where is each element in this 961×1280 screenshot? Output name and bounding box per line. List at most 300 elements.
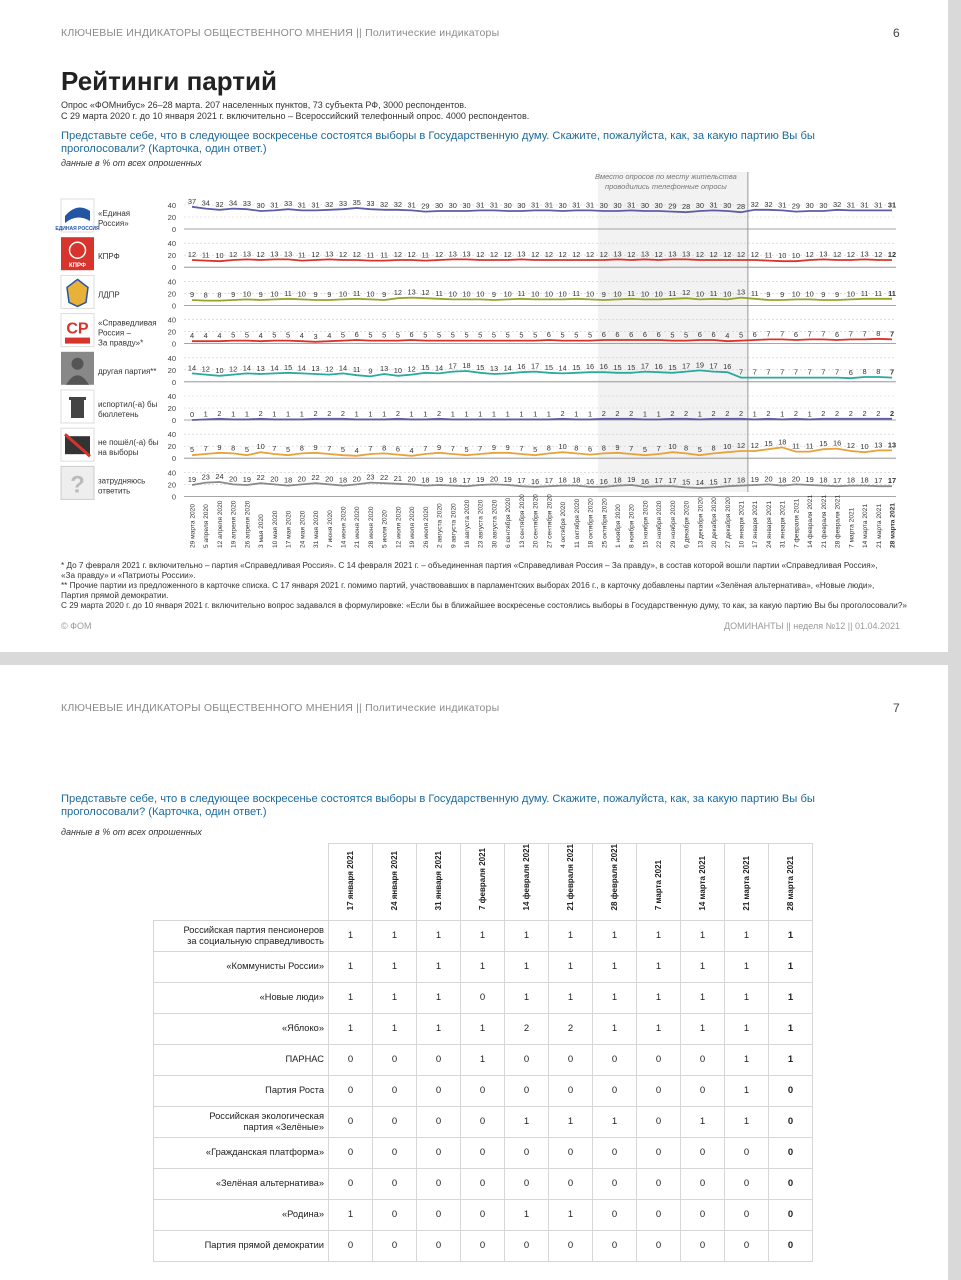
data-label: 21 (393, 473, 402, 483)
data-label: 9 (382, 290, 387, 299)
data-label: 13 (819, 249, 828, 259)
data-label: 9 (313, 442, 318, 452)
data-label: 1 (464, 409, 469, 419)
data-label: 12 (723, 250, 732, 259)
data-label: 33 (283, 199, 293, 209)
table-cell: 0 (637, 1168, 681, 1199)
data-label: 14 (297, 363, 306, 373)
y-tick-label: 20 (167, 480, 176, 490)
logo-text: СР (66, 320, 89, 338)
data-label: 11 (805, 441, 814, 451)
data-label: 5 (286, 330, 291, 340)
table-cell: 1 (725, 982, 769, 1013)
column-header-label: 24 января 2021 (390, 851, 399, 911)
column-header (637, 844, 681, 921)
data-label: 7 (272, 444, 277, 453)
data-label: 17 (531, 361, 540, 371)
table-cell: 1 (549, 920, 593, 951)
data-label: 5 (244, 330, 249, 340)
data-label: 10 (805, 289, 814, 299)
data-label: 7 (423, 444, 428, 453)
x-tick-label: 6 сентября 2020 (505, 497, 513, 548)
data-label: 6 (409, 330, 414, 339)
data-label: 16 (531, 476, 540, 486)
data-label: 13 (242, 249, 252, 259)
data-label: 5 (340, 330, 346, 340)
data-label: 1 (491, 409, 497, 419)
data-label: 16 (723, 362, 732, 372)
data-label: 12 (750, 441, 759, 450)
data-label: 8 (546, 443, 551, 453)
data-label: 10 (695, 289, 704, 299)
x-tick-label: 17 мая 2020 (285, 510, 293, 548)
x-tick-label: 6 декабря 2020 (683, 500, 691, 548)
data-label: 4 (217, 331, 222, 341)
footnote-1: * До 7 февраля 2021 г. включительно – партия «Справедливая Россия». С 14 февраля 2021 г. – объединенная партия «Справедливая Россия – За правду», в состав которой вошли партии «Справедливая Россия», (61, 561, 878, 570)
x-tick-label: 7 июня 2020 (326, 510, 334, 548)
data-label: 8 (299, 443, 304, 453)
table-cell: 1 (549, 1199, 593, 1230)
data-label: 30 (558, 201, 567, 210)
y-tick-label: 0 (171, 454, 176, 464)
legend-item-4 (61, 352, 157, 385)
data-label: 30 (448, 201, 457, 210)
data-label: 4 (327, 331, 332, 341)
data-label: 18 (448, 475, 457, 485)
data-label: 4 (299, 331, 304, 341)
series-row-4 (168, 354, 896, 387)
table-cell: 0 (329, 1137, 373, 1168)
data-label: 10 (860, 442, 869, 452)
legend-label: бюллетень (98, 410, 139, 419)
data-label: 5 (697, 445, 702, 455)
x-tick-label: 11 октября 2020 (573, 498, 581, 548)
data-label: 1 (231, 409, 236, 419)
column-header (417, 844, 461, 921)
data-label: 7 (738, 367, 744, 377)
data-label: 20 (352, 474, 361, 484)
data-label: 33 (242, 199, 252, 209)
x-tick-label: 28 июня 2020 (367, 506, 375, 548)
data-label: 16 (517, 362, 526, 372)
data-label: 13 (860, 249, 869, 259)
legend-item-0 (55, 199, 130, 232)
x-tick-label: 26 апреля 2020 (244, 500, 252, 548)
data-label: 2 (436, 408, 442, 418)
row-label: Российская партия пенсионеров за социальную справедливость (154, 920, 329, 951)
y-tick-label: 0 (171, 225, 176, 234)
data-label: 18 (421, 475, 430, 485)
column-header (549, 844, 593, 921)
data-label: 14 (242, 363, 252, 373)
data-label: 20 (764, 474, 773, 484)
table-cell: 1 (637, 920, 681, 951)
data-label: 5 (491, 330, 497, 340)
data-label: 19 (434, 475, 444, 484)
data-label: 30 (503, 201, 512, 210)
data-label: 20 (407, 474, 416, 484)
table-cell: 0 (417, 1137, 461, 1168)
data-label: 11 (517, 288, 526, 298)
data-label: 12 (407, 364, 416, 374)
table-header-row (154, 844, 813, 921)
source-note-1: Опрос «ФОМнибус» 26–28 марта. 207 населенных пунктов, 73 субъекта РФ, 3000 респондентов. (61, 100, 467, 110)
data-label: 2 (821, 408, 826, 418)
data-label: 11 (435, 288, 443, 298)
data-label: 10 (448, 289, 457, 299)
data-label: 31 (778, 200, 787, 210)
x-tick-label: 15 ноября 2020 (642, 500, 650, 548)
column-header-label: 17 января 2021 (346, 851, 355, 911)
table-cell: 1 (461, 1044, 505, 1075)
table-corner (154, 844, 329, 921)
logo-text: КПРФ (68, 263, 87, 270)
series-row-6 (168, 430, 896, 463)
data-label: 12 (572, 250, 581, 259)
series-row-1 (168, 239, 896, 272)
table-cell: 1 (417, 920, 461, 951)
data-label: 12 (229, 364, 238, 374)
data-label: 12 (531, 250, 540, 259)
data-label: 5 (395, 330, 400, 340)
data-label: 7 (889, 367, 895, 377)
column-header-label: 14 марта 2021 (698, 855, 707, 911)
series-row-3 (168, 316, 896, 349)
data-label: 10 (558, 442, 567, 452)
y-tick-label: 20 (167, 327, 176, 337)
x-tick-label: 21 февраля 2021 (820, 494, 828, 548)
data-label: 22 (256, 473, 265, 483)
data-label: 1 (807, 409, 812, 419)
table-cell: 0 (681, 1168, 725, 1199)
table-cell: 1 (681, 982, 725, 1013)
table-cell: 0 (505, 1230, 549, 1261)
data-label: 13 (613, 249, 622, 259)
data-label: 31 (270, 200, 279, 210)
data-label: 12 (832, 250, 842, 259)
data-label: 5 (450, 330, 455, 340)
data-label: 12 (325, 364, 334, 374)
data-label: 8 (601, 443, 606, 453)
row-label: ПАРНАС (154, 1044, 329, 1075)
data-label: 12 (627, 250, 636, 259)
data-label: 11 (792, 441, 800, 451)
data-label: 9 (505, 442, 510, 452)
table-cell: 0 (373, 1044, 417, 1075)
table-cell: 0 (769, 1168, 813, 1199)
data-label: 5 (587, 330, 593, 340)
series-line-5 (192, 419, 892, 420)
data-label: 6 (848, 368, 853, 378)
data-label: 9 (313, 290, 318, 299)
table-cell: 0 (549, 1044, 593, 1075)
data-label: 10 (723, 289, 732, 299)
data-label: 7 (862, 329, 867, 339)
data-label: 12 (599, 250, 608, 259)
data-label: 17 (723, 476, 732, 486)
unit-note: данные в % от всех опрошенных (61, 827, 202, 837)
data-label: 7 (629, 444, 634, 453)
data-label: 12 (805, 250, 814, 259)
table-cell: 0 (681, 1075, 725, 1106)
data-label: 13 (407, 287, 416, 297)
data-label: 8 (217, 290, 222, 300)
data-label: 12 (407, 250, 416, 259)
data-label: 13 (270, 249, 279, 259)
table-cell: 0 (373, 1106, 417, 1137)
table-cell: 0 (461, 1168, 505, 1199)
data-label: 32 (325, 199, 334, 209)
page-title: Рейтинги партий (61, 66, 277, 96)
data-label: 5 (286, 445, 291, 455)
y-tick-label: 40 (167, 239, 176, 249)
x-tick-label: 7 февраля 2021 (793, 498, 801, 548)
data-label: 13 (325, 249, 334, 259)
data-label: 23 (201, 472, 210, 482)
data-label: 2 (848, 408, 853, 418)
data-label: 13 (489, 364, 499, 373)
data-label: 34 (201, 198, 210, 208)
table-cell: 1 (637, 1013, 681, 1044)
table-cell: 0 (373, 1075, 417, 1106)
data-label: 11 (764, 250, 773, 260)
data-label: 31 (489, 200, 499, 210)
data-label: 17 (448, 361, 457, 371)
data-label: 10 (778, 251, 787, 261)
data-label: 2 (601, 408, 606, 418)
other-parties-table (153, 843, 813, 1262)
column-header (769, 844, 813, 921)
data-label: 6 (601, 330, 606, 339)
data-label: 6 (395, 444, 400, 454)
icon-lid (69, 397, 86, 400)
data-label: 11 (352, 365, 361, 375)
table-cell: 0 (681, 1199, 725, 1230)
table-cell: 1 (593, 1106, 637, 1137)
logo-band (65, 338, 90, 344)
data-label: 31 (887, 200, 897, 210)
legend-item-2 (61, 275, 120, 308)
data-label: 7 (807, 329, 812, 339)
data-label: 7 (821, 367, 826, 377)
x-tick-label: 21 марта 2021 (875, 503, 883, 548)
data-label: 5 (340, 445, 346, 455)
column-header-label: 31 января 2021 (434, 851, 443, 911)
data-label: 7 (848, 329, 853, 339)
data-label: 20 (791, 474, 801, 484)
data-label: 19 (503, 475, 512, 484)
table-cell: 1 (461, 951, 505, 982)
data-label: 7 (780, 329, 785, 339)
data-label: 18 (283, 475, 293, 485)
data-label: 1 (244, 409, 249, 419)
x-tick-label: 7 марта 2021 (848, 507, 856, 548)
data-label: 5 (560, 330, 565, 340)
data-label: 8 (382, 443, 387, 453)
data-label: 5 (272, 330, 277, 340)
table-cell: 1 (593, 951, 637, 982)
data-label: 19 (476, 475, 485, 484)
data-label: 2 (670, 408, 675, 418)
data-label: 6 (793, 330, 798, 339)
data-label: 12 (544, 250, 553, 259)
data-label: 7 (327, 444, 332, 453)
footer-issue: ДОМИНАНТЫ || неделя №12 || 01.04.2021 (724, 621, 900, 631)
data-label: 10 (256, 442, 265, 452)
table-cell: 1 (769, 951, 813, 982)
table-cell: 0 (461, 982, 505, 1013)
data-label: 5 (519, 330, 524, 340)
x-tick-label: 21 июня 2020 (354, 506, 362, 548)
data-label: 2 (313, 408, 318, 418)
data-label: 6 (711, 330, 716, 339)
data-label: 13 (874, 440, 883, 450)
table-cell: 0 (769, 1230, 813, 1261)
y-tick-label: 40 (167, 201, 176, 210)
table-cell: 1 (681, 951, 725, 982)
row-label: «Гражданская платформа» (154, 1137, 329, 1168)
table-cell: 0 (725, 1137, 769, 1168)
data-label: 22 (311, 473, 320, 483)
table-cell: 0 (769, 1137, 813, 1168)
data-label: 5 (423, 330, 428, 340)
table-cell: 1 (417, 1013, 461, 1044)
data-label: 8 (684, 443, 689, 453)
table-row (154, 982, 813, 1013)
x-tick-label: 3 мая 2020 (258, 514, 266, 548)
data-label: 12 (654, 250, 663, 259)
data-label: 13 (380, 364, 389, 373)
data-label: 8 (862, 367, 867, 376)
data-label: 15 (627, 362, 636, 372)
data-label: 8 (876, 367, 881, 376)
legend-label: За правду»* (98, 338, 144, 348)
x-tick-label: 17 января 2021 (752, 500, 760, 548)
table-cell: 0 (725, 1230, 769, 1261)
data-label: 11 (709, 288, 718, 298)
data-label: 15 (682, 477, 691, 487)
data-label: 9 (189, 290, 195, 299)
data-label: 16 (599, 362, 608, 372)
table-cell: 0 (373, 1137, 417, 1168)
table-cell: 0 (505, 1075, 549, 1106)
legend-label: Россия – (98, 328, 131, 338)
data-label: 34 (229, 198, 238, 208)
data-label: 30 (695, 201, 704, 210)
table-cell: 0 (637, 1075, 681, 1106)
table-cell: 0 (505, 1137, 549, 1168)
legend-item-3 (61, 314, 157, 348)
data-label: 11 (668, 288, 677, 298)
x-tick-label: 29 ноября 2020 (669, 500, 677, 548)
x-tick-label: 30 августа 2020 (491, 499, 499, 548)
data-label: 1 (587, 409, 593, 419)
data-label: 18 (736, 475, 746, 485)
data-label: 10 (558, 289, 567, 299)
legend-label: другая партия** (98, 366, 157, 376)
column-header (593, 844, 637, 921)
data-label: 14 (434, 363, 444, 373)
data-label: 10 (846, 289, 855, 299)
data-label: 11 (284, 288, 292, 298)
data-label: 5 (533, 330, 538, 340)
x-tick-label: 13 декабря 2020 (697, 497, 705, 548)
data-label: 7 (889, 329, 895, 339)
table-row (154, 1106, 813, 1137)
table-cell: 1 (593, 1013, 637, 1044)
data-label: 31 (709, 200, 718, 210)
unit-note: данные в % от всех опрошенных (61, 158, 202, 168)
data-label: 30 (640, 201, 650, 210)
table-row (154, 1044, 813, 1075)
table-cell: 0 (329, 1106, 373, 1137)
series-row-0 (168, 197, 896, 234)
data-label: 31 (311, 200, 320, 210)
data-label: 5 (478, 330, 483, 340)
x-tick-label: 22 ноября 2020 (656, 500, 664, 548)
data-label: 5 (738, 330, 744, 340)
y-tick-label: 40 (167, 353, 176, 363)
data-label: 6 (752, 330, 757, 339)
data-label: 7 (368, 444, 373, 453)
data-label: 11 (874, 288, 883, 298)
data-label: 6 (835, 330, 840, 339)
y-tick-label: 0 (171, 416, 176, 425)
data-label: 2 (327, 408, 332, 418)
data-label: 7 (793, 367, 798, 377)
data-label: 11 (421, 250, 430, 260)
column-header (329, 844, 373, 921)
data-label: 19 (187, 475, 197, 484)
footnote-3: С 29 марта 2020 г. до 10 января 2021 г. включительно вопрос задавался в формулировке: «Если бы в ближайшее воскресенье состоялись выборы в Государственную думу, то как, за какую партию Вы бы проголосовали?» (61, 601, 907, 610)
data-label: 5 (642, 445, 648, 455)
x-tick-label: 14 июня 2020 (340, 506, 348, 548)
y-tick-label: 0 (171, 263, 176, 273)
data-label: 9 (766, 290, 771, 299)
data-label: 2 (711, 408, 716, 418)
data-label: 32 (380, 199, 389, 209)
data-label: 17 (832, 476, 842, 486)
person-silhouette-icon (61, 352, 94, 385)
y-tick-label: 0 (171, 377, 176, 387)
data-label: 10 (462, 289, 471, 299)
data-label: 13 (462, 249, 471, 259)
data-label: 2 (725, 408, 730, 418)
x-tick-label: 27 декабря 2020 (724, 497, 732, 548)
data-label: 1 (505, 409, 510, 419)
table-cell: 1 (637, 951, 681, 982)
data-label: 30 (256, 201, 265, 210)
data-label: 12 (846, 250, 855, 259)
data-label: 23 (366, 472, 375, 482)
data-label: 2 (862, 408, 867, 418)
table-cell: 0 (329, 1168, 373, 1199)
data-label: 12 (846, 441, 855, 450)
table-cell: 0 (681, 1044, 725, 1075)
data-label: 16 (832, 438, 842, 448)
data-label: 11 (860, 288, 869, 298)
data-label: 7 (821, 329, 826, 339)
data-label: 8 (876, 328, 881, 338)
data-label: 10 (723, 442, 732, 452)
data-label: 2 (560, 408, 565, 418)
legend-label: КПРФ (98, 252, 120, 262)
legend-item-5 (61, 390, 158, 423)
data-label: 12 (874, 250, 883, 259)
table-cell: 1 (505, 1106, 549, 1137)
data-label: 22 (380, 473, 389, 483)
column-header (373, 844, 417, 921)
